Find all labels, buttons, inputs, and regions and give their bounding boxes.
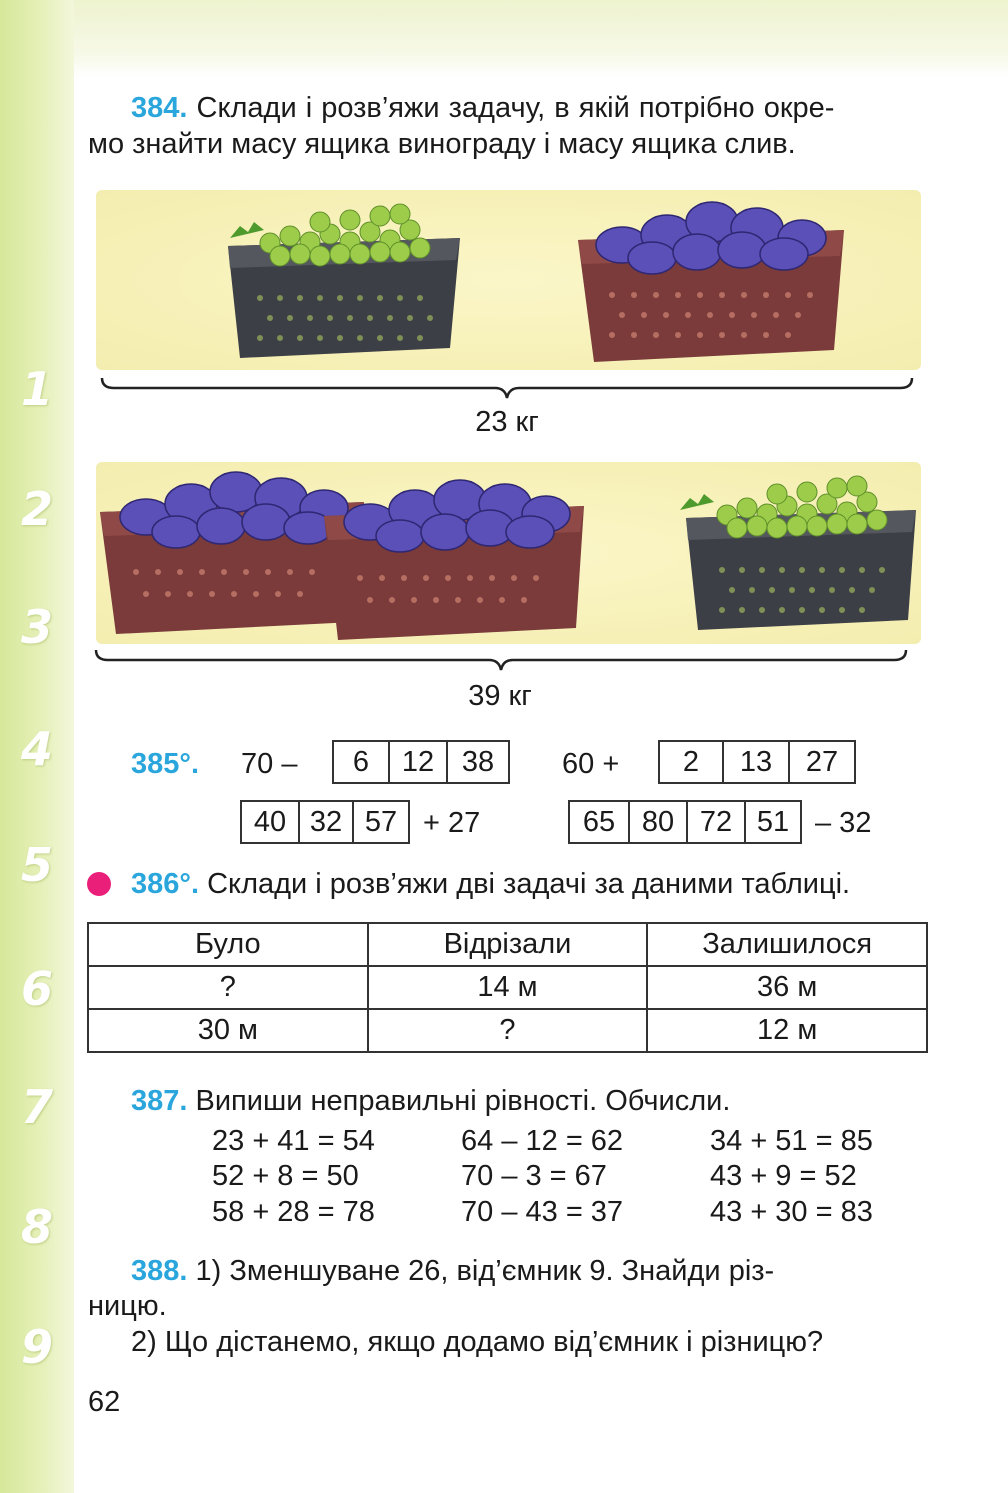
side-number: 3 [20,600,53,654]
number-box: 72 [688,802,746,842]
expression-prefix: 70 – [241,748,298,780]
table-cell: 30 м [88,1009,368,1052]
number-boxes [658,740,856,784]
equation: 70 – 43 = 37 [461,1196,624,1228]
plum-crate [572,190,852,370]
page-number: 62 [88,1386,121,1418]
side-number: 6 [20,962,53,1016]
task-text: Випиши неправильні рівності. Обчисли. [195,1085,731,1117]
number-box: 13 [724,742,790,782]
number-box: 57 [364,805,398,838]
task-text: Склади і розв’яжи дві задачі за даними таблиці. [207,868,851,900]
task-number: 388. [131,1255,188,1287]
table-cell: 36 м [647,966,927,1009]
table-header: Відрізали [368,923,648,966]
task-text: 1) Зменшуване 26, від’ємник 9. Знайди різ- [195,1255,775,1287]
side-number: 5 [20,838,53,892]
equation: 64 – 12 = 62 [461,1125,624,1157]
table-header: Було [88,923,368,966]
number-box: 80 [630,802,688,842]
total-mass-label: 23 кг [475,406,539,438]
table-cell: 14 м [368,966,648,1009]
equation: 58 + 28 = 78 [212,1196,375,1228]
side-number: 4 [20,722,53,776]
task-384-line2: мо знайти масу ящика винограду і масу ящика слив. [88,128,796,160]
side-number: 7 [20,1080,53,1134]
table-cell: ? [88,966,368,1009]
number-box: 2 [660,742,724,782]
equation: 23 + 41 = 54 [212,1125,375,1157]
task-388-line1 [131,1253,931,1289]
equation: 34 + 51 = 85 [710,1125,873,1157]
table-header: Залишилося [647,923,927,966]
pink-dot-marker [87,872,111,896]
equation: 70 – 3 = 67 [461,1160,607,1192]
table-cell: ? [368,1009,648,1052]
total-mass-label: 39 кг [468,680,532,712]
task-text: Склади і розв’яжи задачу, в якій потрібно окре- [196,92,835,124]
top-margin-strip [0,0,1008,78]
side-number: 1 [20,362,53,416]
number-box: 6 [334,742,390,782]
number-box: 38 [461,745,495,778]
grape-crate [672,470,922,640]
number-box: 27 [805,745,839,778]
number-box: 12 [390,742,448,782]
number-box: 65 [570,802,630,842]
equation: 43 + 30 = 83 [710,1196,873,1228]
side-number: 2 [20,482,53,536]
task-387-line [131,1083,931,1119]
task-number: 387. [131,1085,188,1117]
plum-crate [320,470,595,650]
expression-suffix: – 32 [815,807,872,839]
number-boxes [332,740,510,784]
data-table [87,922,928,1053]
table-cell: 12 м [647,1009,927,1052]
number-box: 40 [242,802,300,842]
expression-suffix: + 27 [423,807,481,839]
number-boxes [568,800,802,844]
task-386-line [131,866,951,902]
side-number: 8 [20,1200,53,1254]
task-388-line3: 2) Що дістанемо, якщо додамо від’ємник і різницю? [131,1326,824,1358]
curly-brace [100,374,914,402]
table-header-row [88,923,927,966]
task-number: 386°. [131,868,200,900]
number-box: 51 [756,805,790,838]
equation: 52 + 8 = 50 [212,1160,359,1192]
task-number: 384. [131,92,188,124]
number-boxes [240,800,410,844]
equation: 43 + 9 = 52 [710,1160,857,1192]
grape-crate [210,198,470,368]
table-row [88,966,927,1009]
expression-prefix: 60 + [562,748,620,780]
number-box: 32 [300,802,354,842]
task-388-line2: ницю. [88,1290,167,1322]
curly-brace [94,646,908,674]
task-384-line1 [131,90,931,126]
task-number: 385°. [131,748,200,780]
side-number: 9 [20,1320,53,1374]
table-row [88,1009,927,1052]
